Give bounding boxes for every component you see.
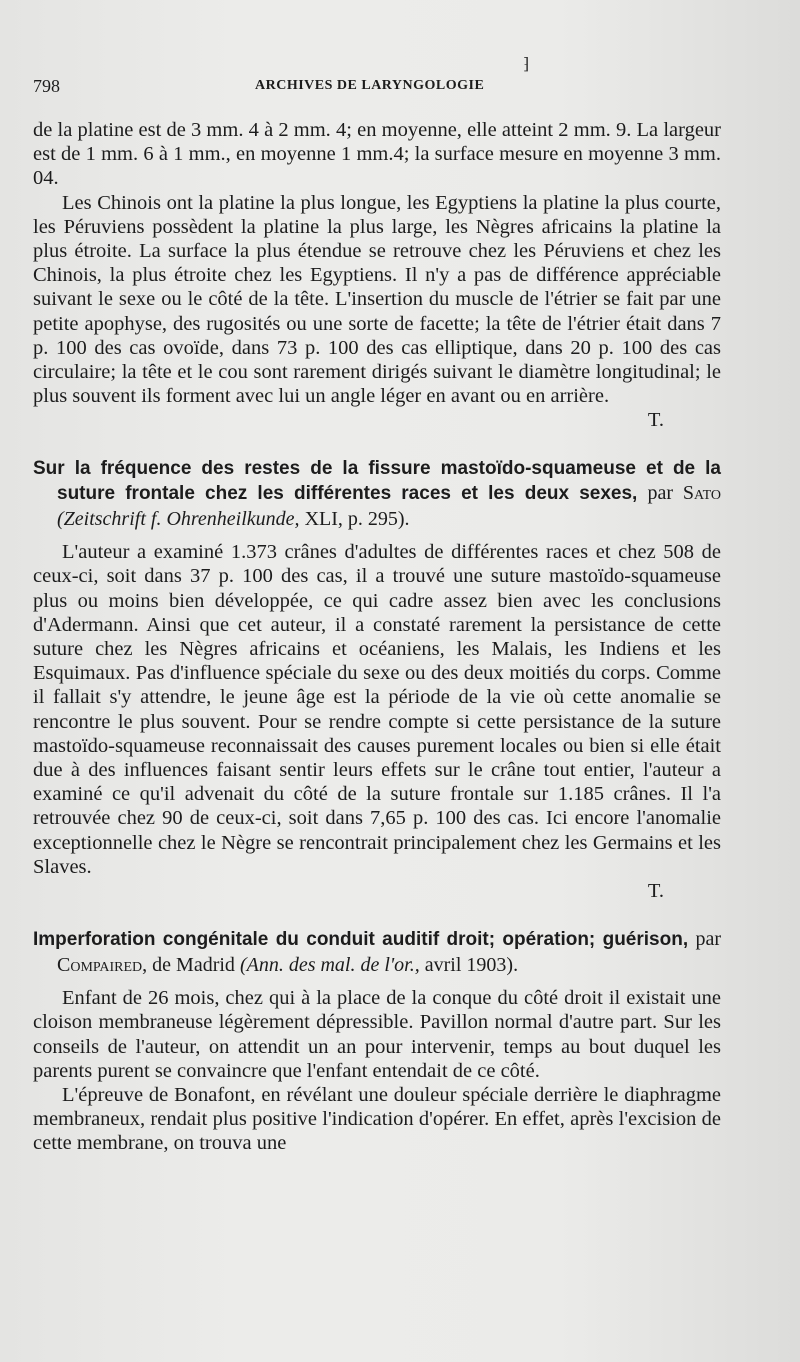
citation-author: Sato [682,482,721,505]
citation-journal: (Ann. des mal. de l'or., [239,953,420,976]
page-body [33,118,721,1156]
intro-signature: T. [647,409,664,432]
citation-by: par [647,482,674,505]
ink-mark: ⁆ [523,56,530,73]
citation-reference: XLI, p. 295). [304,507,410,530]
citation-by: par [695,928,721,951]
review-paragraph: L'auteur a examiné 1.373 crânes d'adultes de différentes races et chez 508 de ceux-ci, soit dans 37 p. 100 des cas, il a trouvé une suture mastoïdo-squameuse plus ou moins bien développée, ce qui cadre assez bien avec les conclusions d'Adermann. Ainsi que cet auteur, il a constaté rarement la persistance de cette suture chez les Nègres africains et océaniens, les Malais, les Indiens et les Esquimaux. Pas d'influence spéciale du sexe ou des deux moitiés du corps. Comme il fallait s'y attendre, le jeune âge est la période de la vie où cette anomalie se rencontre le plus souvent. Pour se rendre compte si cette persistance de la suture mastoïdo-squameuse reconnaissait des causes purement locales ou bien si elle était due à des influences faisant sentir leurs effets sur le crâne tout entier, l'auteur a examiné ce qu'il advenait du côté de la suture frontale sur 1.185 crânes. Il l'a retrouvée chez 90 de ceux-ci, soit dans 7,65 p. 100 des cas. Ici encore l'anomalie exceptionnelle chez le Nègre se rencontrait principalement chez les Germains et les Slaves. [33,541,721,878]
citation-author: Compaired [57,953,143,976]
page-header [33,56,720,100]
review-sato [33,457,721,904]
review-paragraph-1: Enfant de 26 mois, chez qui à la place de la conque du côté droit il existait une cloison membraneuse légèrement dépressible. Pavillon normal d'autre part. Sur les conseils de l'auteur, on attendit un an pour intervenir, temps au bout duquel les parents purent se convaincre que l'enfant entendait de ce côté. [33,987,721,1082]
intro-paragraph-1: de la platine est de 3 mm. 4 à 2 mm. 4; en moyenne, elle atteint 2 mm. 9. La largeur est de 1 mm. 6 à 1 mm., en moyenne 1 mm.4; la surface mesure en moyenne 3 mm. 04. [33,119,721,190]
citation-date: avril 1903). [424,953,519,976]
review-title [33,457,721,533]
review-signature: T. [647,879,664,902]
page-number: 798 [33,76,60,96]
review-title-text: Sur la fréquence des restes de la fissure mastoïdo-squameuse et de la suture frontale chez les différentes races et les deux sexes, [33,457,721,505]
running-head: ARCHIVES DE LARYNGOLOGIE [255,78,485,93]
review-compaired [33,927,721,1155]
intro-paragraph-2: Les Chinois ont la platine la plus longue, les Egyptiens la platine la plus courte, les Péruviens possèdent la platine la plus large, les Nègres africains la platine la plus étroite. La surface la plus étendue se retrouve chez les Péruviens et chez les Chinois, la plus étroite chez les Egyptiens. Il n'y a pas de différence appréciable suivant le sexe ou le côté de la tête. L'insertion du muscle de l'étrier se fait par une petite apophyse, des rugosités ou une sorte de facette; la tête de l'étrier était dans 7 p. 100 des cas ovoïde, dans 73 p. 100 des cas elliptique, dans 20 p. 100 des cas circulaire; la tête et le cou sont rarement dirigés suivant le diamètre longitudinal; le plus souvent ils forment avec lui un angle léger en avant ou en arrière. [33,191,721,408]
citation-place: , de Madrid [142,953,235,976]
review-paragraph-2: L'épreuve de Bonafont, en révélant une douleur spéciale derrière le diaphragme membraneux, rendait plus positive l'indication d'opérer. En effet, après l'excision de cette membrane, on trouva une [33,1084,721,1155]
review-title-text: Imperforation congénitale du conduit auditif droit; opération; guérison, [33,929,689,951]
citation-journal: (Zeitschrift f. Ohrenheilkunde, [57,507,300,530]
review-title [33,927,721,978]
